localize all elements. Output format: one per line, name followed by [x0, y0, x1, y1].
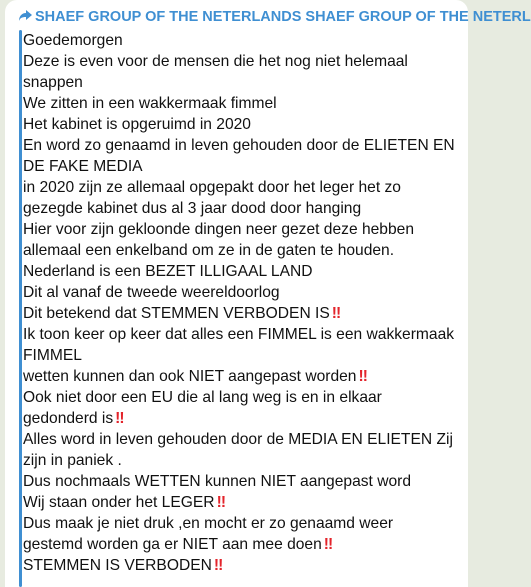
message-line: FIMMEL — [23, 347, 82, 364]
double-exclamation-icon: ‼ — [358, 368, 366, 385]
message-line: allemaal een enkelband om ze in de gaten te houden. — [23, 242, 395, 259]
double-exclamation-icon: ‼ — [331, 305, 340, 322]
message-line-emphasized — [23, 366, 465, 387]
message-line-text: wetten kunnen dan ook NIET aangepast worden — [23, 368, 357, 385]
message-line: Goedemorgen — [23, 32, 123, 49]
forwarded-header[interactable] — [19, 8, 531, 26]
message-line-emphasized — [23, 303, 465, 324]
message-line: En word zo genaamd in leven gehouden door de ELIETEN EN — [23, 137, 455, 154]
message-line: gezegde kabinet dus al 3 jaar dood door hanging — [23, 200, 362, 217]
forwarded-from-text: SHAEF GROUP OF THE NETERLANDS SHAEF GROUP OF THE NETERL — [35, 9, 531, 25]
message-line-emphasized — [23, 534, 465, 555]
forward-quote-bar — [19, 30, 22, 587]
double-exclamation-icon: ‼ — [323, 536, 332, 553]
message-line-emphasized — [23, 555, 465, 576]
double-exclamation-icon: ‼ — [213, 557, 222, 574]
message-line-text: Wij staan onder het LEGER — [23, 494, 215, 511]
message-line: Het kabinet is opgeruimd in 2020 — [23, 116, 251, 133]
message-line: Dus nochmaals WETTEN kunnen NIET aangepast word — [23, 473, 412, 490]
message-line: Ik toon keer op keer dat alles een FIMMEL is een wakkermaak — [23, 326, 455, 343]
message-line: snappen — [23, 74, 83, 91]
message-line-text: Dit betekend dat STEMMEN VERBODEN IS — [23, 305, 330, 322]
message-line-emphasized — [23, 492, 465, 513]
message-line-text: STEMMEN IS VERBODEN — [23, 557, 212, 574]
double-exclamation-icon: ‼ — [115, 410, 123, 427]
message-line: Dus maak je niet druk ,en mocht er zo genaamd weer — [23, 515, 394, 532]
share-arrow-icon — [19, 8, 33, 26]
message-line: We zitten in een wakkermaak fimmel — [23, 95, 277, 112]
message-line-text: gedonderd is — [23, 410, 114, 427]
message-line: Ook niet door een EU die al lang weg is en in elkaar — [23, 389, 382, 406]
message-line: Alles word in leven gehouden door de MEDIA EN ELIETEN Zij — [23, 431, 453, 448]
double-exclamation-icon: ‼ — [216, 494, 224, 511]
message-text — [23, 30, 465, 576]
message-line: Nederland is een BEZET ILLIGAAL LAND — [23, 263, 313, 280]
message-line-emphasized — [23, 408, 465, 429]
message-line: Dit al vanaf de tweede weereldoorlog — [23, 284, 280, 301]
message-line: in 2020 zijn ze allemaal opgepakt door het leger het zo — [23, 179, 401, 196]
message-line-text: gestemd worden ga er NIET aan mee doen — [23, 536, 322, 553]
message-line: zijn in paniek . — [23, 452, 122, 469]
message-line: Deze is even voor de mensen die het nog niet helemaal — [23, 53, 408, 70]
message-line: DE FAKE MEDIA — [23, 158, 143, 175]
message-line: Hier voor zijn gekloonde dingen neer gezet deze hebben — [23, 221, 414, 238]
